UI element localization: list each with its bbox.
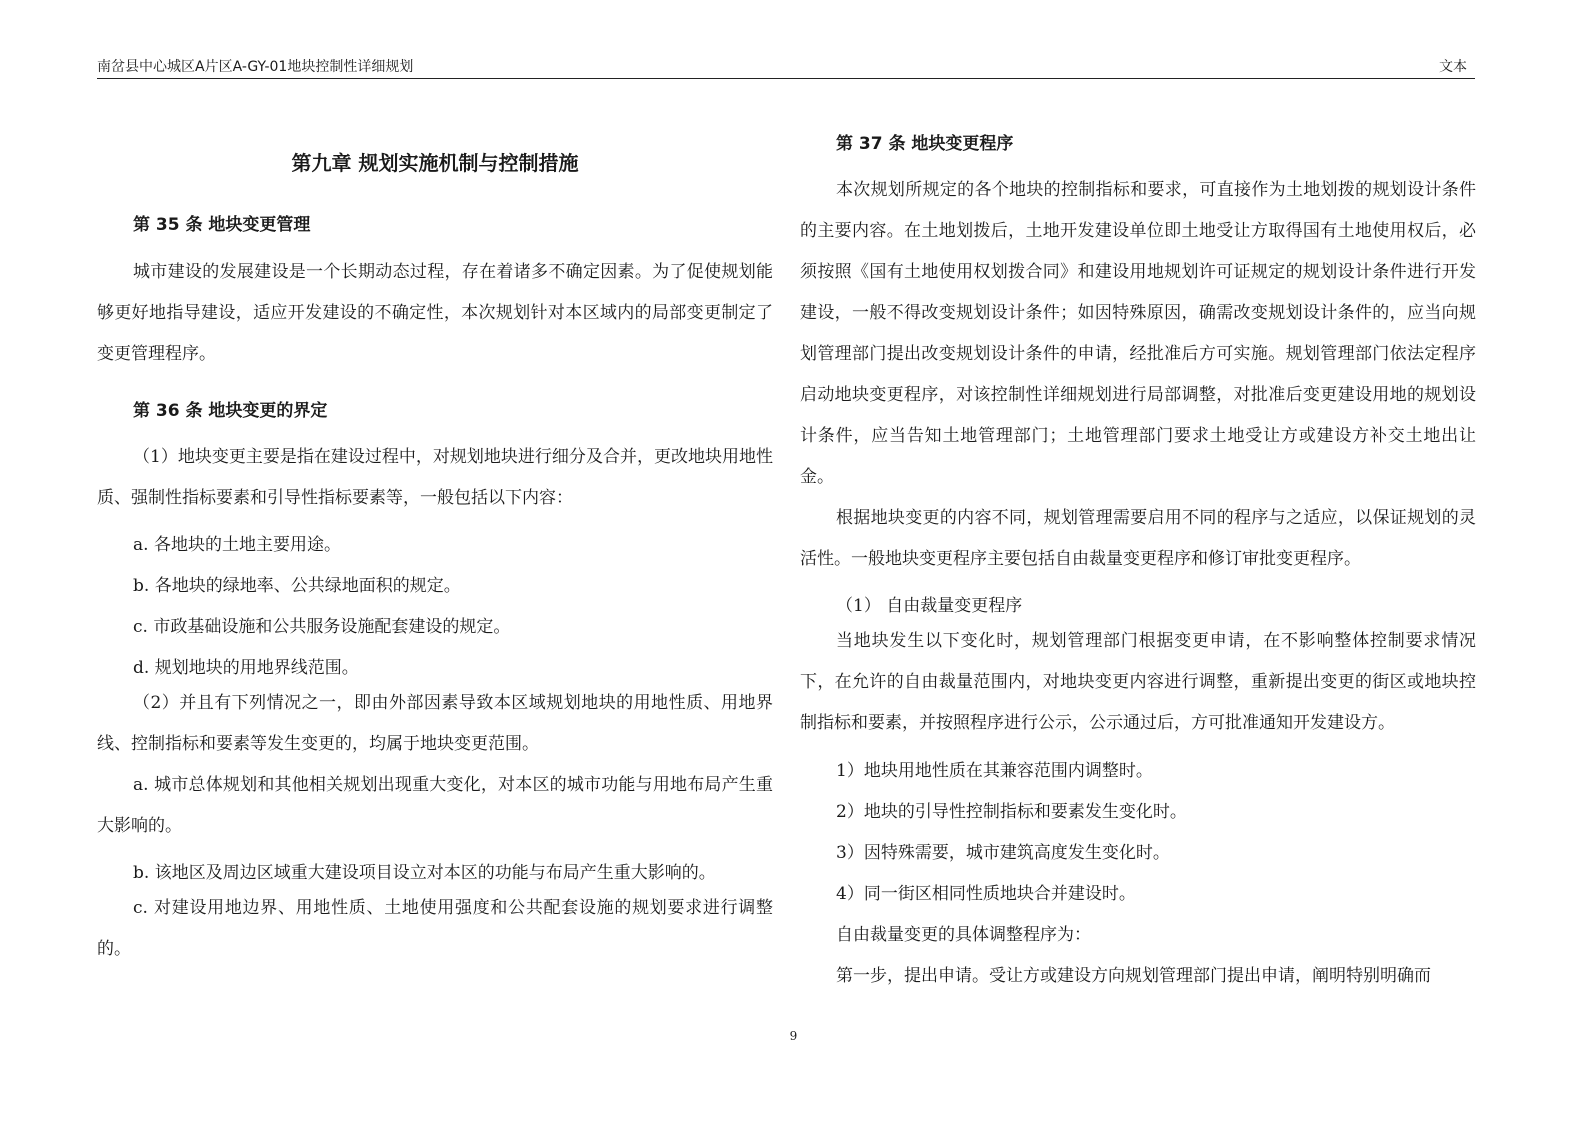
page-number: 9 [789,1029,798,1043]
page-header [97,56,1475,79]
condition-item-4: 4）同一街区相同性质地块合并建设时。 [836,884,1136,904]
article-37-paragraph-5: 第一步，提出申请。受让方或建设方向规划管理部门提出申请，阐明特别明确而 [836,966,1431,986]
list-item-c: c. 市政基础设施和公共服务设施配套建设的规定。 [133,617,511,637]
subsection-discretionary-change: （1） 自由裁量变更程序 [836,596,1023,616]
article-37-paragraph-4: 自由裁量变更的具体调整程序为： [836,925,1091,945]
header-title: 南岔县中心城区A片区A-GY-01地块控制性详细规划 [97,59,414,75]
chapter-title: 第九章 规划实施机制与控制措施 [291,151,579,175]
article-37-paragraph-3: 当地块发生以下变化时，规划管理部门根据变更申请，在不影响整体控制要求情况下，在允许的自由裁量范围内，对地块变更内容进行调整，重新提出变更的街区或地块控制指标和要素，并按照程序进行公示，公示通过后，方可批准通知开发建设方。 [800,631,1476,733]
clause-2-item-b: b. 该地区及周边区域重大建设项目设立对本区的功能与布局产生重大影响的。 [133,863,716,883]
article-37-paragraph-1: 本次规划所规定的各个地块的控制指标和要求，可直接作为土地划拨的规划设计条件的主要内容。在土地划拨后，土地开发建设单位即土地受让方取得国有土地使用权后，必须按照《国有土地使用权划拨合同》和建设用地规划许可证规定的规划设计条件进行开发建设，一般不得改变规划设计条件；如因特殊原因，确需改变规划设计条件的，应当向规划管理部门提出改变规划设计条件的申请，经批准后方可实施。规划管理部门依法定程序启动地块变更程序，对该控制性详细规划进行局部调整，对批准后变更建设用地的规划设计条件，应当告知土地管理部门；土地管理部门要求土地受让方或建设方补交土地出让金。 [800,180,1476,487]
article-37-paragraph-2: 根据地块变更的内容不同，规划管理需要启用不同的程序与之适应，以保证规划的灵活性。一般地块变更程序主要包括自由裁量变更程序和修订审批变更程序。 [800,508,1476,569]
clause-2-item-a: a. 城市总体规划和其他相关规划出现重大变化，对本区的城市功能与用地布局产生重大影响的。 [97,775,773,836]
article-36-clause-2: （2）并且有下列情况之一，即由外部因素导致本区域规划地块的用地性质、用地界线、控制指标和要素等发生变更的，均属于地块变更范围。 [97,693,773,754]
article-37-title: 第 37 条 地块变更程序 [836,134,1014,154]
condition-item-3: 3）因特殊需要，城市建筑高度发生变化时。 [836,843,1170,863]
list-item-b: b. 各地块的绿地率、公共绿地面积的规定。 [133,576,461,596]
list-item-a: a. 各地块的土地主要用途。 [133,535,341,555]
condition-item-1: 1）地块用地性质在其兼容范围内调整时。 [836,761,1153,781]
article-36-clause-1: （1）地块变更主要是指在建设过程中，对规划地块进行细分及合并，更改地块用地性质、强制性指标要素和引导性指标要素等，一般包括以下内容： [97,447,773,508]
condition-item-2: 2）地块的引导性控制指标和要素发生变化时。 [836,802,1187,822]
clause-2-item-c: c. 对建设用地边界、用地性质、土地使用强度和公共配套设施的规划要求进行调整的。 [97,898,773,959]
header-section: 文本 [1439,59,1467,75]
article-35-paragraph: 城市建设的发展建设是一个长期动态过程，存在着诸多不确定因素。为了促使规划能够更好地指导建设，适应开发建设的不确定性，本次规划针对本区域内的局部变更制定了变更管理程序。 [97,262,773,364]
list-item-d: d. 规划地块的用地界线范围。 [133,658,359,678]
article-35-title: 第 35 条 地块变更管理 [133,215,311,235]
article-36-title: 第 36 条 地块变更的界定 [133,401,328,421]
